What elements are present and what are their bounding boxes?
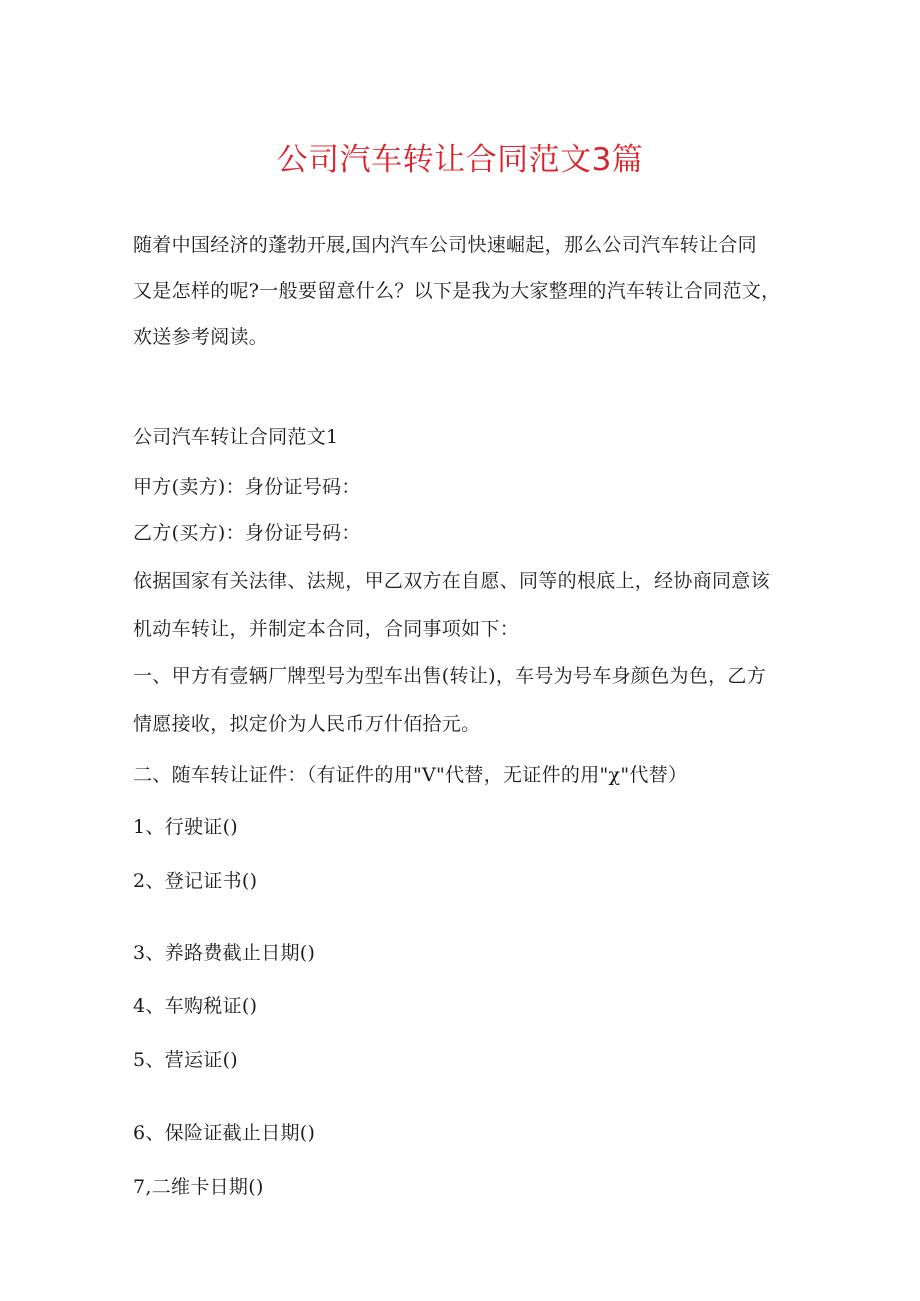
document-title: 公司汽车转让合同范文3篇	[276, 142, 644, 178]
clause-1-line: 情愿接收，拟定价为人民币万什佰拾元。	[133, 713, 481, 735]
clause-2-line: 二、随车转让证件：（有证件的用"V"代替，无证件的用"χ"代替）	[133, 764, 688, 786]
intro-line: 欢送参考阅读。	[133, 326, 269, 348]
document-list-item: 4、车购税证()	[133, 995, 258, 1017]
party-a-line: 甲方(卖方)：身份证号码：	[133, 476, 361, 498]
document-list-item: 2、登记证书()	[133, 870, 258, 892]
intro-line: 又是怎样的呢?一般要留意什么？以下是我为大家整理的汽车转让合同范文，	[133, 280, 781, 302]
document-list-item: 5、营运证()	[133, 1049, 239, 1071]
intro-paragraph	[133, 222, 803, 360]
basis-line: 机动车转让，并制定本合同，合同事项如下：	[133, 618, 520, 640]
document-list-item: 7,二维卡日期()	[133, 1176, 264, 1198]
section-heading: 公司汽车转让合同范文1	[133, 426, 339, 448]
clause-1-line: 一、甲方有壹辆厂牌型号为型车出售(转让)，车号为号车身颜色为色，乙方	[133, 665, 767, 687]
intro-line: 随着中国经济的蓬勃开展,国内汽车公司快速崛起，那么公司汽车转让合同	[133, 234, 757, 256]
document-list-item: 3、养路费截止日期()	[133, 942, 316, 964]
document-list-item: 6、保险证截止日期()	[133, 1122, 316, 1144]
party-b-line: 乙方(买方)：身份证号码：	[133, 522, 361, 544]
document-list-item: 1、行驶证()	[133, 816, 239, 838]
basis-line: 依据国家有关法律、法规，甲乙双方在自愿、同等的根底上，经协商同意该	[133, 570, 770, 592]
